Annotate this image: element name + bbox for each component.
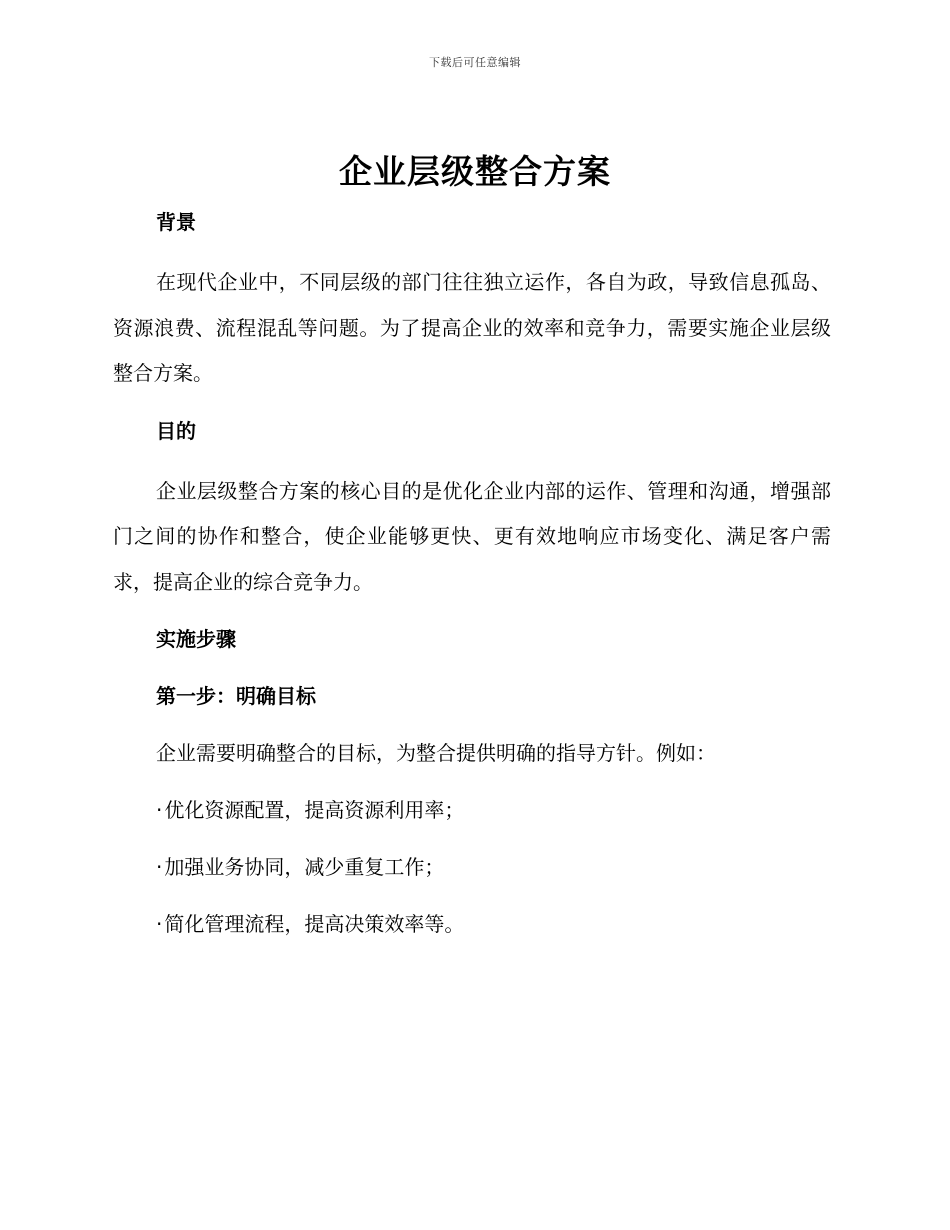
document-body (113, 204, 831, 942)
list-item-text: 简化管理流程，提高决策效率等。 (164, 912, 465, 936)
paragraph-background: 在现代企业中，不同层级的部门往往独立运作，各自为政，导致信息孤岛、资源浪费、流程混乱等问题。为了提高企业的效率和竞争力，需要实施企业层级整合方案。 (113, 270, 831, 385)
bullet-icon: · (156, 912, 163, 936)
list-item (113, 792, 831, 828)
paragraph-purpose: 企业层级整合方案的核心目的是优化企业内部的运作、管理和沟通，增强部门之间的协作和整合，使企业能够更快、更有效地响应市场变化、满足客户需求，提高企业的综合竞争力。 (113, 478, 831, 594)
header-note: 下载后可任意编辑 (429, 56, 521, 69)
document-title: 企业层级整合方案 (339, 152, 611, 191)
bullet-icon: · (156, 855, 163, 879)
bullet-icon: · (156, 798, 163, 822)
heading-background: 背景 (156, 210, 196, 234)
heading-purpose: 目的 (156, 418, 196, 443)
step1-intro: 企业需要明确整合的目标，为整合提供明确的指导方针。例如： (156, 741, 716, 765)
list-item (113, 906, 831, 942)
heading-implementation: 实施步骤 (156, 627, 236, 651)
heading-step1: 第一步：明确目标 (156, 684, 316, 708)
list-item (113, 849, 831, 885)
list-item-text: 加强业务协同，减少重复工作； (164, 855, 445, 879)
list-item-text: 优化资源配置，提高资源利用率； (164, 798, 465, 822)
